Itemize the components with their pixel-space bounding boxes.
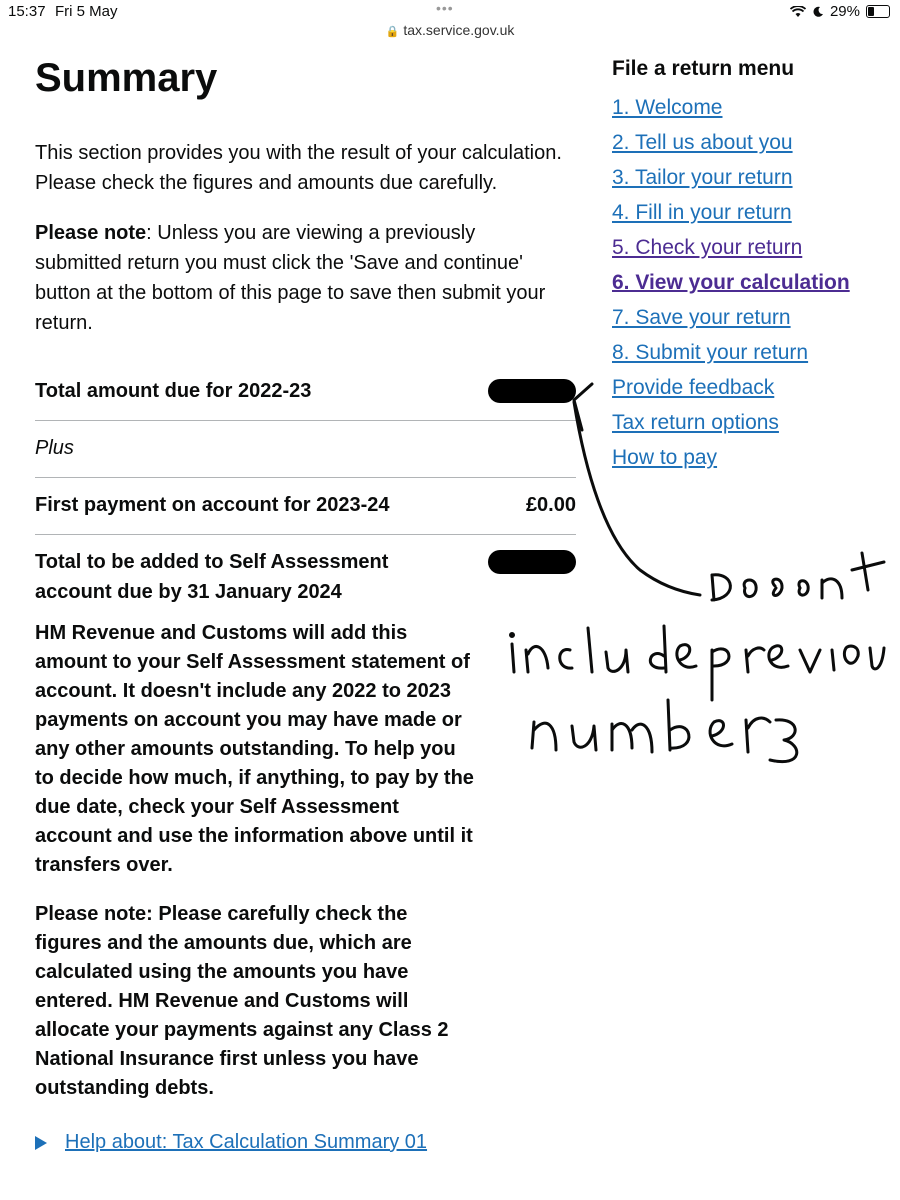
total-due-label: Total amount due for 2022-23 — [35, 380, 312, 402]
menu-link-save[interactable]: 7. Save your return — [612, 306, 791, 329]
intro-text: This section provides you with the result of your calculation. Please check the figures and amounts due carefully. — [35, 142, 562, 194]
menu-link-welcome[interactable]: 1. Welcome — [612, 96, 723, 119]
side-menu-item — [612, 125, 892, 160]
save-note — [35, 218, 565, 338]
plus-label: Plus — [35, 437, 74, 459]
menu-link-submit[interactable]: 8. Submit your return — [612, 341, 809, 364]
help-link[interactable]: Help about: Tax Calculation Summary 01 — [65, 1131, 428, 1153]
battery-fill — [868, 7, 874, 16]
total-added-row — [35, 535, 576, 613]
menu-link-tailor[interactable]: 3. Tailor your return — [612, 166, 793, 189]
menu-link-how-to-pay[interactable]: How to pay — [612, 446, 718, 469]
side-menu-item — [612, 195, 892, 230]
side-menu-item — [612, 405, 892, 440]
side-menu-title: File a return menu — [612, 57, 795, 80]
total-added-label: Total to be added to Self Assessment account due by 31 January 2024 — [35, 551, 389, 603]
total-due-row — [35, 368, 576, 421]
side-menu-list — [612, 90, 892, 475]
url-bar[interactable] — [0, 22, 900, 38]
redaction-mark — [488, 550, 576, 574]
redaction-mark — [488, 379, 576, 403]
first-payment-label: First payment on account for 2023-24 — [35, 494, 390, 516]
menu-link-options[interactable]: Tax return options — [612, 411, 779, 434]
menu-link-check[interactable]: 5. Check your return — [612, 236, 803, 259]
first-payment-row — [35, 478, 576, 535]
side-menu-item — [612, 265, 892, 300]
warning-text: HM Revenue and Customs will add this amount to your Self Assessment statement of account. It doesn't include any 2022 to 2023 payments on account you may have made or any other amounts outstanding. To help you to decide how much, if anything, to pay by the due date, check your Self Assessment account and use the information above until it transfers over. — [35, 622, 474, 876]
status-date: Fri 5 May — [55, 3, 118, 20]
battery-percent: 29% — [829, 3, 860, 20]
status-time: 15:37 — [8, 3, 46, 20]
save-note-text: : Unless you are viewing a previously submitted return you must click the 'Save and continue' button at the bottom of this page to save then submit your return. — [35, 222, 546, 334]
lock-icon: 🔒 — [385, 26, 400, 38]
plus-row — [35, 421, 576, 478]
side-menu-item — [612, 230, 892, 265]
multitasking-dots-icon[interactable]: ••• — [436, 0, 454, 16]
side-menu-item — [612, 90, 892, 125]
url-text: tax.service.gov.uk — [403, 22, 515, 38]
menu-link-tell-us[interactable]: 2. Tell us about you — [612, 131, 793, 154]
first-payment-value: £0.00 — [525, 494, 576, 516]
menu-link-feedback[interactable]: Provide feedback — [612, 376, 775, 399]
wifi-icon — [790, 6, 806, 18]
side-menu-item — [612, 335, 892, 370]
menu-link-view-calculation[interactable]: 6. View your calculation — [612, 271, 850, 294]
summary-list — [35, 368, 576, 613]
status-bar — [0, 0, 900, 24]
menu-link-fill-in[interactable]: 4. Fill in your return — [612, 201, 792, 224]
side-menu-item — [612, 370, 892, 405]
main-content — [35, 56, 580, 1154]
help-details[interactable] — [35, 1131, 580, 1154]
allocation-note: Please note: Please carefully check the figures and the amounts due, which are calculated using the amounts you have entered. HM Revenue and Customs will allocate your payments against any Class 2 National Insurance first unless you have outstanding debts. — [35, 903, 449, 1099]
battery-icon — [866, 5, 890, 18]
side-menu — [612, 56, 892, 475]
expand-triangle-icon[interactable] — [35, 1136, 47, 1150]
side-menu-item — [612, 300, 892, 335]
status-right — [790, 3, 890, 20]
side-menu-item — [612, 440, 892, 475]
moon-icon — [812, 6, 824, 18]
page-title: Summary — [35, 56, 218, 100]
save-note-bold: Please note — [35, 222, 147, 244]
side-menu-item — [612, 160, 892, 195]
